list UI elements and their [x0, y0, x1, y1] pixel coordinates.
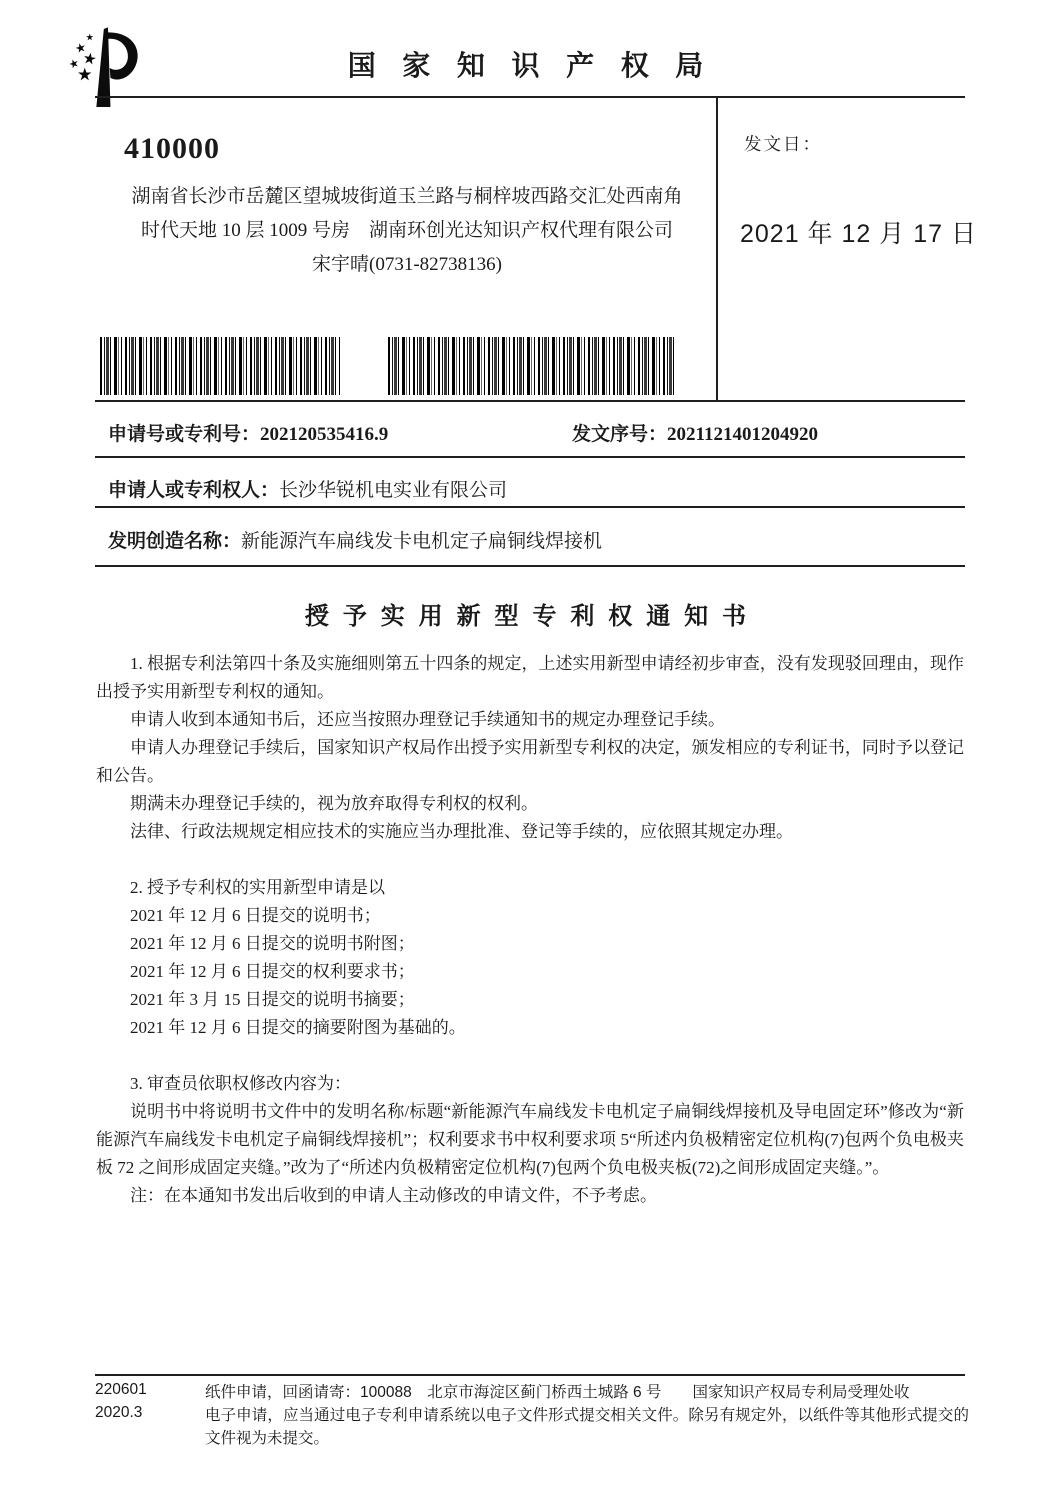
notice-body [96, 650, 964, 1210]
application-number-row [108, 419, 388, 446]
row-divider [95, 400, 965, 402]
body-paragraph: 说明书中将说明书文件中的发明名称/标题“新能源汽车扁线发卡电机定子扁铜线焊接机及导电固定环”修改为“新能源汽车扁线发卡电机定子扁铜线焊接机”；权利要求书中权利要求项 5“所述内负极精密定位机构(7)包两个负电极夹板 72 之间形成固定夹缝。”改为了“所述内负极精密定位机构(7)包两个负电极夹板(72)之间形成固定夹缝。”。 [96, 1102, 964, 1177]
body-paragraph: 3. 审查员依职权修改内容为： [130, 1074, 351, 1093]
row-divider [95, 456, 965, 458]
org-title: 国家知识产权局 [347, 50, 730, 81]
header-divider [95, 96, 965, 98]
address-line: 时代天地 10 层 1009 号房 湖南环创光达知识产权代理有限公司 [140, 220, 673, 241]
body-paragraph: 2021 年 12 月 6 日提交的摘要附图为基础的。 [130, 1018, 466, 1037]
address-line: 湖南省长沙市岳麓区望城坡街道玉兰路与桐梓坡西路交汇处西南角 [131, 186, 683, 207]
form-code: 220601 [95, 1381, 147, 1398]
body-paragraph: 注：在本通知书发出后收到的申请人主动修改的申请文件，不予考虑。 [130, 1186, 657, 1205]
footer-notes [205, 1381, 969, 1450]
body-paragraph: 1. 根据专利法第四十条及实施细则第五十四条的规定，上述实用新型申请经初步审查，没有发现驳回理由，现作出授予实用新型专利权的通知。 [96, 654, 964, 701]
body-paragraph: 申请人收到本通知书后，还应当按照办理登记手续通知书的规定办理登记手续。 [130, 710, 725, 729]
body-paragraph: 2021 年 3 月 15 日提交的说明书摘要； [130, 990, 415, 1009]
body-paragraph: 2. 授予专利权的实用新型申请是以 [130, 878, 385, 897]
form-version: 2020.3 [95, 1404, 143, 1421]
footer-note-electronic: 电子申请，应当通过电子专利申请系统以电子文件形式提交相关文件。除另有规定外，以纸件等其他形式提交的文件视为未提交。 [205, 1407, 969, 1447]
invention-title-row [108, 526, 602, 553]
invention-title-label: 发明创造名称： [108, 531, 242, 552]
dispatch-date-label: 发文日： [744, 134, 822, 154]
body-paragraph: 2021 年 12 月 6 日提交的说明书附图； [130, 934, 415, 953]
invention-title-value: 新能源汽车扁线发卡电机定子扁铜线焊接机 [241, 531, 603, 552]
recipient-address [95, 180, 719, 282]
application-number-value: 202120535416.9 [260, 424, 389, 445]
body-paragraph: 2021 年 12 月 6 日提交的说明书； [130, 906, 381, 925]
dispatch-serial-row [572, 419, 818, 446]
body-paragraph: 期满未办理登记手续的，视为放弃取得专利权的权利。 [130, 794, 538, 813]
applicant-value: 长沙华锐机电实业有限公司 [279, 480, 508, 501]
applicant-label: 申请人或专利权人： [108, 480, 280, 501]
dispatch-serial-value: 2021121401204920 [667, 424, 818, 445]
address-contact: 宋宇晴(0731-82738136) [312, 254, 502, 275]
body-paragraph: 法律、行政法规规定相应技术的实施应当办理批准、登记等手续的，应依照其规定办理。 [130, 822, 793, 841]
body-paragraph: 2021 年 12 月 6 日提交的权利要求书； [130, 962, 415, 981]
applicant-row [108, 475, 507, 502]
application-number-label: 申请号或专利号： [108, 424, 261, 445]
postal-code: 410000 [124, 132, 220, 165]
barcode-left-image [100, 337, 340, 395]
dispatch-date-value: 2021 年 12 月 17 日 [740, 220, 977, 248]
date-box-divider [716, 96, 718, 402]
footer-note-paper: 纸件申请，回函请寄：100088 北京市海淀区蓟门桥西土城路 6 号 国家知识产权局专利局受理处收 [205, 1384, 910, 1401]
row-divider [95, 565, 965, 567]
row-divider [95, 506, 965, 508]
footer-divider [95, 1374, 965, 1376]
notice-title: 授予实用新型专利权通知书 [304, 603, 760, 630]
barcode-right-image [388, 337, 677, 395]
dispatch-serial-label: 发文序号： [572, 424, 668, 445]
body-paragraph: 申请人办理登记手续后，国家知识产权局作出授予实用新型专利权的决定，颁发相应的专利证书，同时予以登记和公告。 [96, 738, 964, 785]
